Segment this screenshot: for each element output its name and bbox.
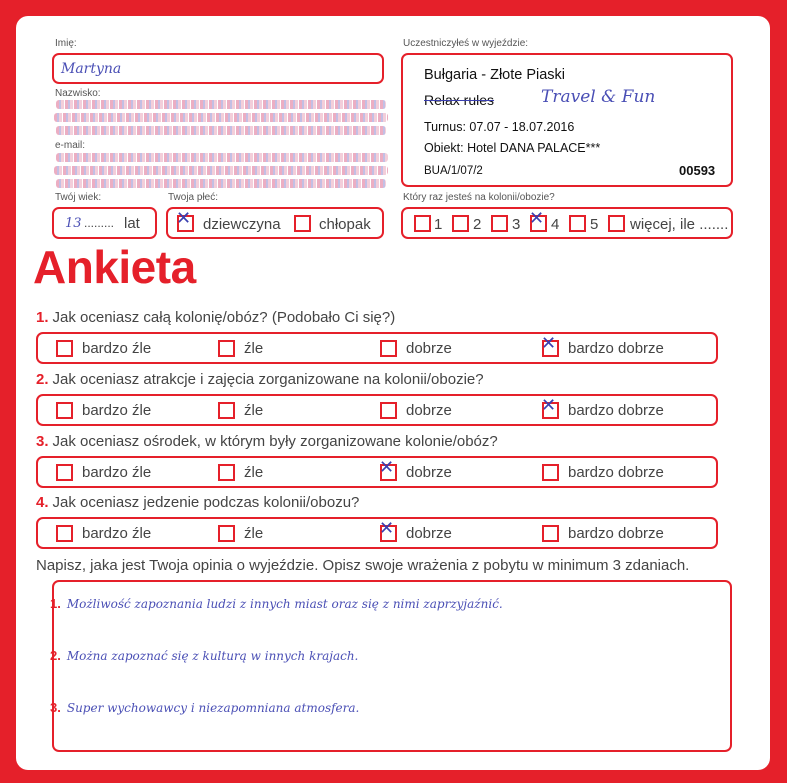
survey-title: Ankieta: [33, 241, 196, 293]
answer-label: dobrze: [406, 340, 452, 357]
opinion-line-3: 3. Super wychowawcy i niezapomniana atmosfera.: [50, 700, 360, 715]
age-label: Twój wiek:: [55, 192, 102, 203]
answer-label: bardzo źle: [82, 402, 152, 419]
answer-label: bardzo źle: [82, 340, 152, 357]
question-1: 1. Jak oceniasz całą kolonię/obóz? (Podobało Ci się?): [36, 309, 396, 326]
times-option-4: 4: [551, 216, 560, 233]
answer-label: bardzo dobrze: [568, 525, 664, 542]
gender-field: [166, 207, 384, 239]
check-mark-icon: ✕: [541, 333, 557, 354]
answer-label: dobrze: [406, 464, 452, 481]
answer-checkbox[interactable]: [542, 464, 559, 481]
answer-label: bardzo dobrze: [568, 464, 664, 481]
answer-checkbox[interactable]: [218, 340, 235, 357]
opinion-line-1: 1. Możliwość zapoznania ludzi z innych miast oraz się z nimi zaprzyjaźnić.: [50, 596, 503, 611]
surname-redacted: [56, 100, 386, 109]
age-field[interactable]: [52, 207, 157, 239]
check-mark-icon: ✕: [379, 518, 395, 539]
opinion-line-2: 2. Można zapoznać się z kulturą w innych krajach.: [50, 648, 359, 663]
answer-checkbox[interactable]: [380, 402, 397, 419]
answer-label: bardzo źle: [82, 525, 152, 542]
surname-redacted: [56, 126, 386, 135]
surname-redacted: [54, 113, 388, 122]
trip-program: Relax rules: [424, 92, 495, 108]
age-dots: .........: [84, 216, 115, 230]
times-1-checkbox[interactable]: [414, 215, 431, 232]
times-label: Który raz jesteś na kolonii/obozie?: [403, 192, 555, 203]
answer-checkbox[interactable]: [379, 518, 397, 542]
answer-label: dobrze: [406, 525, 452, 542]
check-mark-icon: ✕: [379, 457, 395, 478]
surname-label: Nazwisko:: [55, 88, 101, 99]
email-label: e-mail:: [55, 140, 86, 151]
answer-checkbox[interactable]: [541, 395, 559, 419]
times-3-checkbox[interactable]: [491, 215, 508, 232]
answer-checkbox[interactable]: [379, 457, 397, 481]
answer-label: źle: [244, 464, 264, 481]
trip-destination: Bułgaria - Złote Piaski: [424, 67, 566, 83]
gender-option-girl: dziewczyna: [203, 216, 281, 233]
trip-code: BUA/1/07/2: [424, 165, 483, 177]
gender-label: Twoja płeć:: [168, 192, 219, 203]
answer-checkbox[interactable]: [56, 402, 73, 419]
question-2: 2. Jak oceniasz atrakcje i zajęcia zorganizowane na kolonii/obozie?: [36, 371, 484, 388]
check-mark-icon: ✕: [541, 395, 557, 416]
gender-girl-checkbox[interactable]: [176, 208, 194, 232]
answer-checkbox[interactable]: [218, 464, 235, 481]
answer-checkbox[interactable]: [218, 402, 235, 419]
gender-option-boy: chłopak: [319, 216, 371, 233]
trip-obiekt: Obiekt: Hotel DANA PALACE***: [424, 141, 601, 155]
answer-checkbox[interactable]: [380, 340, 397, 357]
answer-checkbox[interactable]: [56, 464, 73, 481]
answer-checkbox[interactable]: [218, 525, 235, 542]
answer-row-4: [36, 517, 718, 549]
times-option-3: 3: [512, 216, 521, 233]
trip-handwritten-note: Travel & Fun: [541, 87, 656, 107]
times-option-2: 2: [473, 216, 482, 233]
age-value: 13: [65, 216, 82, 231]
trip-turnus: Turnus: 07.07 - 18.07.2016: [424, 120, 575, 134]
opinion-prompt: Napisz, jaka jest Twoja opinia o wyjeździe. Opisz swoje wrażenia z pobytu w minimum 3 zdaniach.: [36, 557, 690, 574]
answer-label: bardzo dobrze: [568, 340, 664, 357]
name-value: Martyna: [61, 61, 122, 77]
answer-label: bardzo dobrze: [568, 402, 664, 419]
times-4-checkbox[interactable]: [529, 208, 547, 232]
answer-checkbox[interactable]: [541, 333, 559, 357]
answer-row-3: [36, 456, 718, 488]
answer-row-1: [36, 332, 718, 364]
check-mark-icon: ✕: [176, 208, 192, 229]
gender-boy-checkbox[interactable]: [294, 215, 311, 232]
check-mark-icon: ✕: [529, 208, 545, 229]
answer-label: dobrze: [406, 402, 452, 419]
email-redacted: [54, 166, 388, 175]
times-option-5: 5: [590, 216, 599, 233]
times-option-more: więcej, ile .......: [630, 216, 729, 233]
question-3: 3. Jak oceniasz ośrodek, w którym były zorganizowane kolonie/obóz?: [36, 433, 498, 450]
times-more-checkbox[interactable]: [608, 215, 625, 232]
name-label: Imię:: [55, 38, 77, 49]
answer-checkbox[interactable]: [56, 525, 73, 542]
email-redacted: [56, 153, 388, 162]
trip-label: Uczestniczyłeś w wyjeździe:: [403, 38, 529, 49]
name-field[interactable]: [52, 53, 384, 84]
answer-label: źle: [244, 525, 264, 542]
answer-label: źle: [244, 402, 264, 419]
trip-number: 00593: [679, 163, 716, 178]
question-4: 4. Jak oceniasz jedzenie podczas kolonii/obozu?: [36, 494, 360, 511]
times-field: [401, 207, 733, 239]
age-unit: lat: [124, 215, 140, 232]
times-5-checkbox[interactable]: [569, 215, 586, 232]
trip-card: [401, 53, 733, 187]
answer-label: bardzo źle: [82, 464, 152, 481]
answer-label: źle: [244, 340, 264, 357]
times-2-checkbox[interactable]: [452, 215, 469, 232]
times-option-1: 1: [434, 216, 443, 233]
answer-checkbox[interactable]: [56, 340, 73, 357]
answer-row-2: [36, 394, 718, 426]
email-redacted: [56, 179, 386, 188]
answer-checkbox[interactable]: [542, 525, 559, 542]
